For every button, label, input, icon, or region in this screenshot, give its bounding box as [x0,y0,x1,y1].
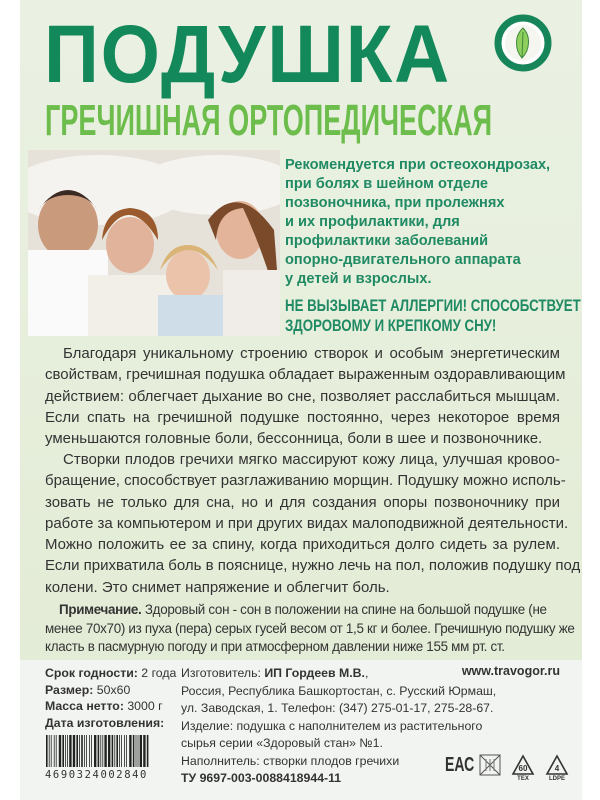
barcode-bar [67,735,68,767]
barcode-bar [112,735,114,767]
spec-value: 50х60 [93,682,131,697]
manufacturer-line: Россия, Республика Башкортостан, с. Русский Юрмаш, [181,683,497,698]
text-line: свойствам, гречишная подушка обладает выраженным оздоравливающим [45,366,566,384]
recommendation-text [285,156,575,289]
recommendation-line: профилактики заболеваний [285,233,489,249]
allergy-slogan [285,296,581,336]
barcode-bar [104,735,106,767]
barcode-bar [133,735,135,767]
barcode-bar [147,735,149,767]
spec-size [45,682,176,699]
spec-label: Срок годности: [45,666,138,680]
barcode-bar [143,735,145,767]
barcode-bar [56,735,57,767]
slogan-line: НЕ ВЫЗЫВАЕТ АЛЛЕРГИИ! СПОСОБСТВУЕТ [285,296,581,315]
description-paragraph-2 [45,449,581,598]
barcode-bar [102,735,103,767]
text-line: Благодаря уникальному строению створок и особым энергетическим [63,345,560,362]
barcode-bar [81,735,83,767]
note-paragraph [45,601,575,657]
manufacturer-line: ул. Заводская, 1. Телефон: (347) 275-01-17, 275-28-67. [181,701,494,715]
spec-label: Размер: [45,682,94,697]
product-subtitle: ГРЕЧИШНАЯ ОРТОПЕДИЧЕСКАЯ [45,96,493,145]
product-specs [45,665,176,731]
spec-net-weight [45,698,176,715]
product-label [20,0,582,800]
recycle-tex-mark [511,754,535,782]
spec-label: Масса нетто: [45,699,124,713]
punctuation: , [364,666,369,680]
barcode-bar [98,735,100,767]
text-line: Створки плодов гречихи мягко массируют кожу лица, улучшая кровоо- [63,451,560,468]
recycle-label: TEX [517,776,529,782]
text-line: Если спать на гречишной подушке постоянно, через некоторое время [45,408,560,426]
barcode-number: 4690324002840 [45,769,148,781]
barcode-bar [89,735,90,767]
barcode-bar [46,735,48,767]
spec-value: 3000 г [123,699,163,713]
barcode-bar [126,735,127,767]
text-line: Здоровый сон - сон в положении на спине на большой подушке (не [141,602,547,617]
barcode-bar [69,735,71,767]
recommendation-line: у детей и взрослых. [285,271,432,287]
recycle-icon [511,754,535,776]
not-food-contact-icon [479,754,501,776]
text-line: действием: облегчает дыхание во сне, позволяет расслабиться мышцам. [45,387,560,405]
slogan-line: ЗДОРОВОМУ И КРЕПКОМУ СНУ! [285,316,497,335]
text-line: работе за компьютером и при других видах малоподвижной деятельности. [45,514,569,532]
manufacturer-line: сырья серии «Здоровый стан» №1. [181,736,383,750]
manufacturer-line: Изделие: подушка с наполнителем из растительного [181,718,483,733]
product-title: ПОДУШКА [44,9,452,100]
barcode-bar [100,735,101,767]
barcode-bar [136,735,137,767]
barcode-bar [121,735,122,767]
text-line: зовать не только для сна, но и для создания опоры позвоночнику при [45,493,560,511]
barcode-bar [94,735,96,767]
eac-mark: ЕАС [445,754,475,776]
recommendation-line: при болях в шейном отделе [285,176,489,192]
barcode-bar [62,735,64,767]
family-photo [28,150,280,336]
manufacturer-name: ИП Гордеев М.В. [264,666,365,680]
website-link[interactable]: www.travogor.ru [461,664,560,678]
text-line: класть в пасмурную погоду и при атмосферном давлении ниже 155 мм рт. ст. [45,639,505,654]
recommendation-line: позвоночника, при пролежнях [285,195,505,211]
recommendation-line: и их профилактики, для [285,214,460,230]
barcode-bar [51,735,52,767]
spec-value: 2 года [137,666,177,680]
barcode-bar [49,735,50,767]
barcode-bar [108,735,110,767]
recycle-ldpe-mark [545,754,569,782]
recommendation-line: Рекомендуется при остеохондрозах, [285,157,551,173]
spec-label: Дата изготовления: [45,715,165,730]
barcode-bar [114,735,115,767]
note-label: Примечание. [59,602,142,617]
barcode-bar [91,735,92,767]
barcode-bar [79,735,80,767]
barcode [45,735,151,767]
barcode-bar [59,735,61,767]
manufacturer-label: Изготовитель: [181,666,265,680]
barcode-bar [84,735,85,767]
barcode-bar [129,735,131,767]
recycle-code: 60 [518,764,528,773]
brand-logo-icon [494,14,552,72]
spec-manufacture-date [45,715,176,732]
text-line: Если прихватила боль в пояснице, нужно лечь на пол, положив подушку под [45,557,581,575]
text-line: уменьшаются головные боли, бессонница, боли в шее и позвоночнике. [45,430,543,448]
barcode-bar [76,735,78,767]
barcode-bar [140,735,142,767]
text-line: колени. Это снимет напряжение и облегчит боль. [45,578,390,596]
barcode-bar [73,735,75,767]
recommendation-line: опорно-двигательного аппарата [285,252,521,268]
barcode-bar [54,735,55,767]
certification-marks [445,754,569,782]
recycle-label: LDPE [548,776,565,782]
barcode-bar [119,735,120,767]
recycle-code: 4 [554,764,560,773]
tu-code: ТУ 9697-003-0088418944-11 [181,771,342,785]
barcode-bar [124,735,125,767]
text-line: бращение, способствует разглаживанию морщин. Подушку можно исполь- [45,472,566,490]
spec-shelf-life [45,665,176,682]
barcode-bar [86,735,87,767]
barcode-bar [116,735,118,767]
barcode-bar [138,735,139,767]
text-line: менее 70х70) из пуха (пера) серых гусей весом от 1,5 кг и более. Гречишную подушку же [45,620,575,636]
barcode-bar [65,735,66,767]
description-paragraph-1 [45,343,566,449]
manufacturer-line: Наполнитель: створки плодов гречихи [181,753,400,768]
recycle-icon [545,754,569,776]
text-line: Можно положить ее за спину, когда приходиться долго сидеть за рулем. [45,536,560,554]
